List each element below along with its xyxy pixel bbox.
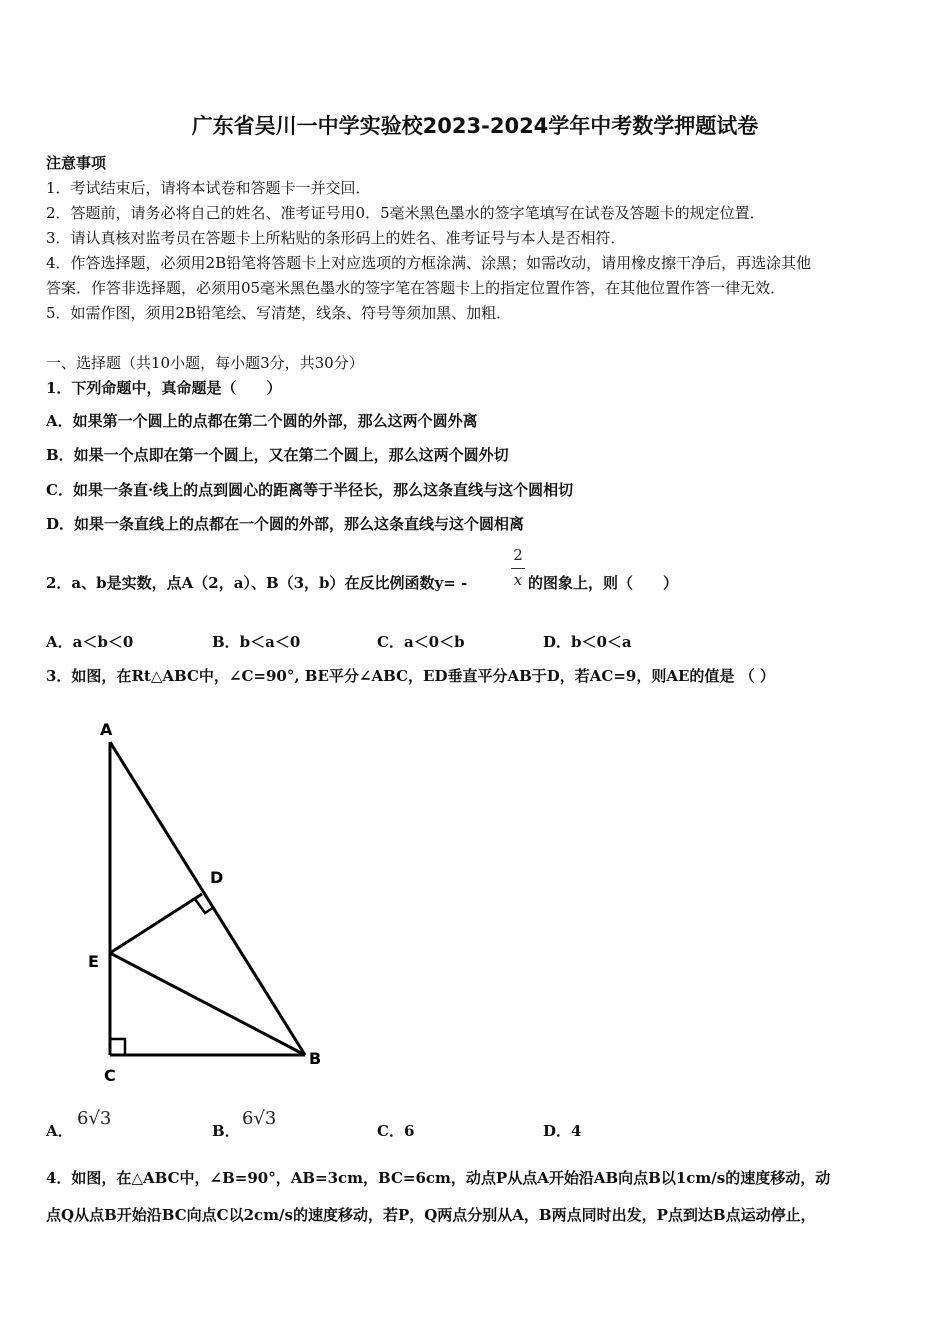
notice-item-1: 1．考试结束后，请将本试卷和答题卡一并交回． xyxy=(46,179,371,197)
label-b: B xyxy=(309,1049,322,1068)
notice-item-3: 3．请认真核对监考员在答题卡上所粘贴的条形码上的姓名、准考证号与本人是否相符． xyxy=(46,229,626,247)
q3-option-a-value: 6√3 xyxy=(77,1108,112,1129)
q2-frac-denominator: x xyxy=(513,571,523,589)
q2-option-b: B．b＜a＜0 xyxy=(212,633,301,651)
q1-option-a: A．如果第一个圆上的点都在第二个圆的外部，那么这两个圆外离 xyxy=(46,412,478,430)
q2-option-a: A．a＜b＜0 xyxy=(46,633,134,651)
q2-frac-bar xyxy=(511,568,525,569)
side-ab xyxy=(110,742,305,1055)
q3-triangle-figure xyxy=(80,715,340,1095)
q2-frac-numerator: 2 xyxy=(513,546,523,564)
segment-eb xyxy=(110,953,305,1055)
label-e: E xyxy=(88,952,99,971)
page-title: 广东省吴川一中学实验校2023-2024学年中考数学押题试卷 xyxy=(191,114,759,138)
q1-stem: 1．下列命题中，真命题是（ ） xyxy=(46,379,282,397)
q3-option-c xyxy=(377,1120,414,1141)
q4-line-2: 点Q从点B开始沿BC向点C以2cm/s的速度移动，若P，Q两点分别从A，B两点同时出发，P点到达B点运动停止， xyxy=(46,1206,816,1224)
section-heading: 一、选择题（共10小题，每小题3分，共30分） xyxy=(46,354,364,372)
q3-stem: 3．如图，在Rt△ABC中，∠C=90°, BE平分∠ABC，ED垂直平分AB于D，若AC=9，则AE的值是 （ ） xyxy=(46,667,775,685)
notice-item-4: 4．作答选择题，必须用2B铅笔将答题卡上对应选项的方框涂满、涂黑；如需改动，请用橡皮擦干净后，再选涂其他 xyxy=(46,254,812,272)
segment-ed xyxy=(110,894,202,953)
right-angle-mark-c xyxy=(110,1039,125,1055)
q3-option-d-value: 4 xyxy=(571,1122,582,1140)
notice-item-4-cont: 答案．作答非选择题，必须用05毫米黑色墨水的签字笔在答题卡上的指定位置作答，在其他位置作答一律无效． xyxy=(46,279,786,297)
q1-option-b: B．如果一个点即在第一个圆上，又在第二个圆上，那么这两个圆外切 xyxy=(46,446,509,464)
q1-option-d: D．如果一条直线上的点都在一个圆的外部，那么这条直线与这个圆相离 xyxy=(46,515,525,533)
q3-option-c-letter: C． xyxy=(377,1122,404,1140)
q3-option-a-letter: A． xyxy=(46,1122,73,1140)
q2-option-c: C．a＜0＜b xyxy=(377,633,465,651)
label-a: A xyxy=(100,720,113,739)
notice-item-5: 5．如需作图，须用2B铅笔绘、写清楚，线条、符号等须加黑、加粗． xyxy=(46,304,512,322)
q2-option-d: D．b＜0＜a xyxy=(543,633,632,651)
q3-option-d xyxy=(543,1120,581,1141)
label-c: C xyxy=(104,1066,116,1085)
q4-line-1: 4．如图，在△ABC中，∠B=90°，AB=3cm，BC=6cm，动点P从点A开始沿AB向点B以1cm/s的速度移动，动 xyxy=(46,1169,831,1187)
q3-option-c-value: 6 xyxy=(403,1122,415,1140)
q2-stem-after: 的图象上，则（ ） xyxy=(528,574,679,592)
label-d: D xyxy=(210,868,224,887)
notice-item-2: 2．答题前，请务必将自己的姓名、准考证号用0．5毫米黑色墨水的签字笔填写在试卷及答题卡的规定位置． xyxy=(46,204,765,222)
q3-option-d-letter: D． xyxy=(543,1122,572,1140)
q3-option-b-value: 6√3 xyxy=(242,1108,277,1129)
q3-option-b-letter: B． xyxy=(212,1122,240,1140)
q1-option-c: C．如果一条直·线上的点到圆心的距离等于半径长，那么这条直线与这个圆相切 xyxy=(46,481,574,499)
q2-stem-before: 2．a、b是实数，点A（2，a）、B（3，b）在反比例函数y= - xyxy=(46,574,468,592)
notice-heading: 注意事项 xyxy=(46,154,107,172)
